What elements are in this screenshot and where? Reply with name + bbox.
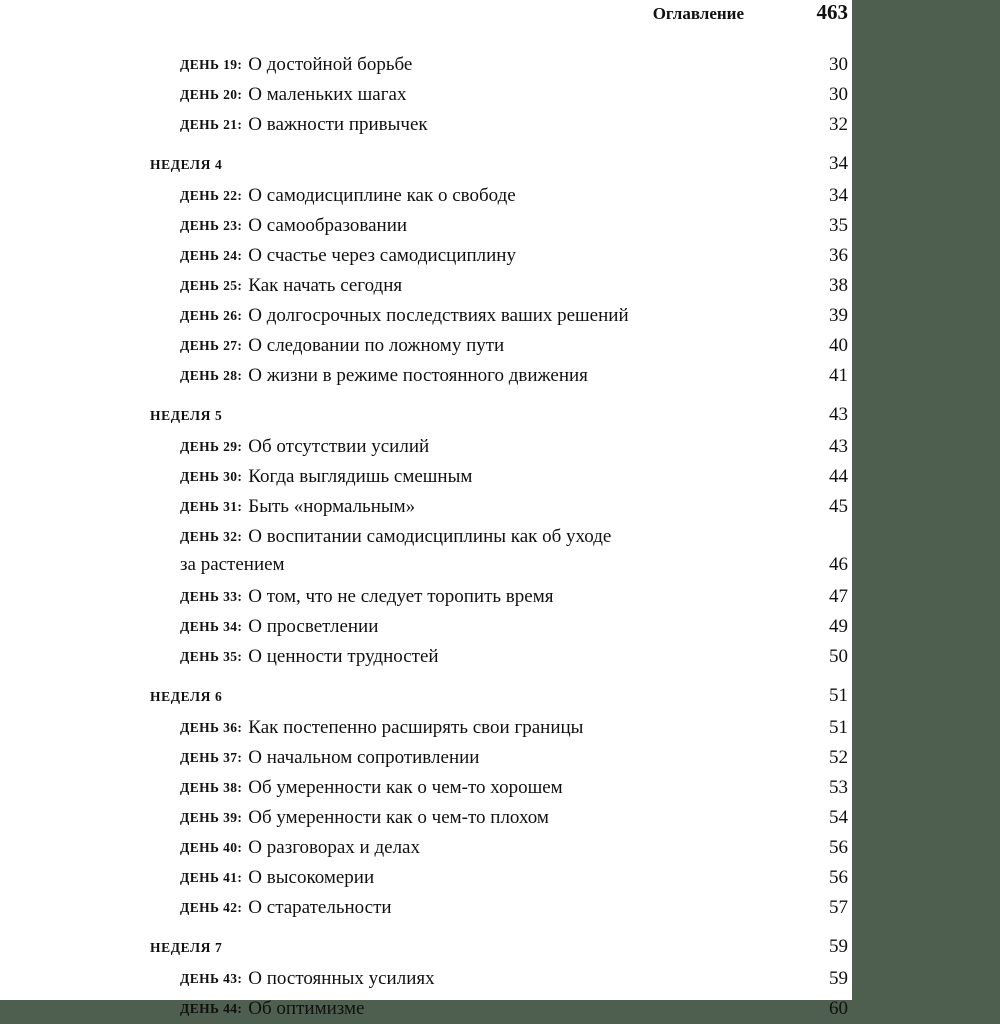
entry-title: О просветлении — [248, 616, 379, 637]
day-number: ДЕНЬ 20: — [180, 87, 243, 102]
entry-page-number: 30 — [829, 84, 848, 105]
entry-title: О следовании по ложному пути — [248, 335, 505, 356]
day-number: ДЕНЬ 40: — [180, 840, 243, 855]
entry-page-number: 52 — [829, 747, 848, 768]
day-number: ДЕНЬ 22: — [180, 188, 243, 203]
toc-day-row[interactable] — [150, 271, 852, 301]
toc-day-row[interactable] — [150, 492, 852, 522]
entry-page-number: 38 — [829, 275, 848, 296]
entry-title: О счастье через самодисциплину — [248, 245, 516, 266]
toc-day-row[interactable] — [150, 994, 852, 1024]
day-number: ДЕНЬ 23: — [180, 218, 243, 233]
entry-page-number: 57 — [829, 897, 848, 918]
toc-day-row[interactable] — [150, 522, 852, 552]
entry-page-number: 35 — [829, 215, 848, 236]
entry-page-number: 43 — [829, 404, 848, 425]
entry-title: Быть «нормальным» — [248, 496, 416, 517]
entry-page-number: 40 — [829, 335, 848, 356]
day-number: ДЕНЬ 28: — [180, 368, 243, 383]
toc-day-row[interactable] — [150, 331, 852, 361]
toc-day-row[interactable] — [150, 181, 852, 211]
day-number: ДЕНЬ 21: — [180, 117, 243, 132]
day-number: ДЕНЬ 25: — [180, 278, 243, 293]
week-label: НЕДЕЛЯ 4 — [150, 157, 223, 172]
page-header — [150, 0, 852, 32]
toc-week-row[interactable] — [150, 672, 852, 713]
toc-day-row[interactable] — [150, 833, 852, 863]
entry-title: О самообразовании — [248, 215, 408, 236]
toc-day-row[interactable] — [150, 80, 852, 110]
toc-entry-continuation[interactable] — [150, 552, 852, 582]
entry-page-number: 50 — [829, 646, 848, 667]
entry-title: О разговорах и делах — [248, 837, 420, 858]
entry-page-number: 39 — [829, 305, 848, 326]
day-number: ДЕНЬ 36: — [180, 720, 243, 735]
day-number: ДЕНЬ 31: — [180, 499, 243, 514]
entry-page-number: 60 — [829, 998, 848, 1019]
toc-day-row[interactable] — [150, 743, 852, 773]
day-number: ДЕНЬ 32: — [180, 529, 243, 544]
day-number: ДЕНЬ 33: — [180, 589, 243, 604]
day-number: ДЕНЬ 38: — [180, 780, 243, 795]
toc-day-row[interactable] — [150, 803, 852, 833]
entry-title: Когда выглядишь смешным — [248, 466, 473, 487]
toc-week-row[interactable] — [150, 391, 852, 432]
entry-title: О долгосрочных последствиях ваших решений — [248, 305, 629, 326]
entry-title: О важности привычек — [248, 114, 428, 135]
toc-day-row[interactable] — [150, 462, 852, 492]
toc-day-row[interactable] — [150, 241, 852, 271]
entry-page-number: 56 — [829, 867, 848, 888]
entry-title: Как постепенно расширять свои границы — [248, 717, 584, 738]
entry-title: О том, что не следует торопить время — [248, 586, 554, 607]
entry-title: О ценности трудностей — [248, 646, 439, 667]
entry-page-number: 56 — [829, 837, 848, 858]
entry-page-number: 41 — [829, 365, 848, 386]
week-label: НЕДЕЛЯ 6 — [150, 689, 223, 704]
entry-page-number: 46 — [829, 554, 848, 575]
entry-page-number: 43 — [829, 436, 848, 457]
page-number: 463 — [816, 0, 848, 24]
entry-page-number: 36 — [829, 245, 848, 266]
day-number: ДЕНЬ 37: — [180, 750, 243, 765]
toc-day-row[interactable] — [150, 773, 852, 803]
entry-title: О самодисциплине как о свободе — [248, 185, 516, 206]
entry-page-number: 30 — [829, 54, 848, 75]
toc-day-row[interactable] — [150, 301, 852, 331]
toc-day-row[interactable] — [150, 432, 852, 462]
day-number: ДЕНЬ 35: — [180, 649, 243, 664]
entry-title: О воспитании самодисциплины как об уходе — [248, 526, 612, 547]
day-number: ДЕНЬ 19: — [180, 57, 243, 72]
entry-title: О жизни в режиме постоянного движения — [248, 365, 588, 386]
day-number: ДЕНЬ 29: — [180, 439, 243, 454]
entry-page-number: 53 — [829, 777, 848, 798]
entry-title-continued: за растением — [180, 554, 285, 575]
entry-title: Об оптимизме — [248, 998, 365, 1019]
day-number: ДЕНЬ 44: — [180, 1001, 243, 1016]
day-number: ДЕНЬ 26: — [180, 308, 243, 323]
entry-title: Об умеренности как о чем-то хорошем — [248, 777, 563, 798]
entry-title: О постоянных усилиях — [248, 968, 435, 989]
entry-title: О высокомерии — [248, 867, 375, 888]
toc-day-row[interactable] — [150, 612, 852, 642]
week-label: НЕДЕЛЯ 7 — [150, 940, 223, 955]
entry-title: Как начать сегодня — [248, 275, 403, 296]
toc-day-row[interactable] — [150, 893, 852, 923]
toc-week-row[interactable] — [150, 923, 852, 964]
entry-page-number: 51 — [829, 717, 848, 738]
toc-day-row[interactable] — [150, 361, 852, 391]
entry-title: О достойной борьбе — [248, 54, 413, 75]
day-number: ДЕНЬ 34: — [180, 619, 243, 634]
entry-page-number: 51 — [829, 685, 848, 706]
entry-page-number: 54 — [829, 807, 848, 828]
entry-page-number: 32 — [829, 114, 848, 135]
entry-title: О старательности — [248, 897, 392, 918]
entry-page-number: 59 — [829, 936, 848, 957]
entry-title: Об отсутствии усилий — [248, 436, 430, 457]
toc-week-row[interactable] — [150, 140, 852, 181]
day-number: ДЕНЬ 42: — [180, 900, 243, 915]
page-title: Оглавление — [652, 4, 744, 23]
day-number: ДЕНЬ 41: — [180, 870, 243, 885]
entry-title: Об умеренности как о чем-то плохом — [248, 807, 549, 828]
entry-title: О маленьких шагах — [248, 84, 407, 105]
entry-page-number: 47 — [829, 586, 848, 607]
toc-day-row[interactable] — [150, 50, 852, 80]
day-number: ДЕНЬ 39: — [180, 810, 243, 825]
day-number: ДЕНЬ 27: — [180, 338, 243, 353]
entry-page-number: 34 — [829, 185, 848, 206]
day-number: ДЕНЬ 24: — [180, 248, 243, 263]
entry-page-number: 44 — [829, 466, 848, 487]
table-of-contents — [150, 50, 852, 1024]
day-number: ДЕНЬ 43: — [180, 971, 243, 986]
toc-day-row[interactable] — [150, 713, 852, 743]
page-content — [150, 0, 852, 1019]
toc-day-row[interactable] — [150, 211, 852, 241]
toc-day-row[interactable] — [150, 964, 852, 994]
toc-day-row[interactable] — [150, 582, 852, 612]
entry-page-number: 45 — [829, 496, 848, 517]
week-label: НЕДЕЛЯ 5 — [150, 408, 223, 423]
toc-day-row[interactable] — [150, 642, 852, 672]
entry-page-number: 49 — [829, 616, 848, 637]
day-number: ДЕНЬ 30: — [180, 469, 243, 484]
entry-title: О начальном сопротивлении — [248, 747, 480, 768]
toc-day-row[interactable] — [150, 110, 852, 140]
entry-page-number: 34 — [829, 153, 848, 174]
entry-page-number: 59 — [829, 968, 848, 989]
toc-day-row[interactable] — [150, 863, 852, 893]
